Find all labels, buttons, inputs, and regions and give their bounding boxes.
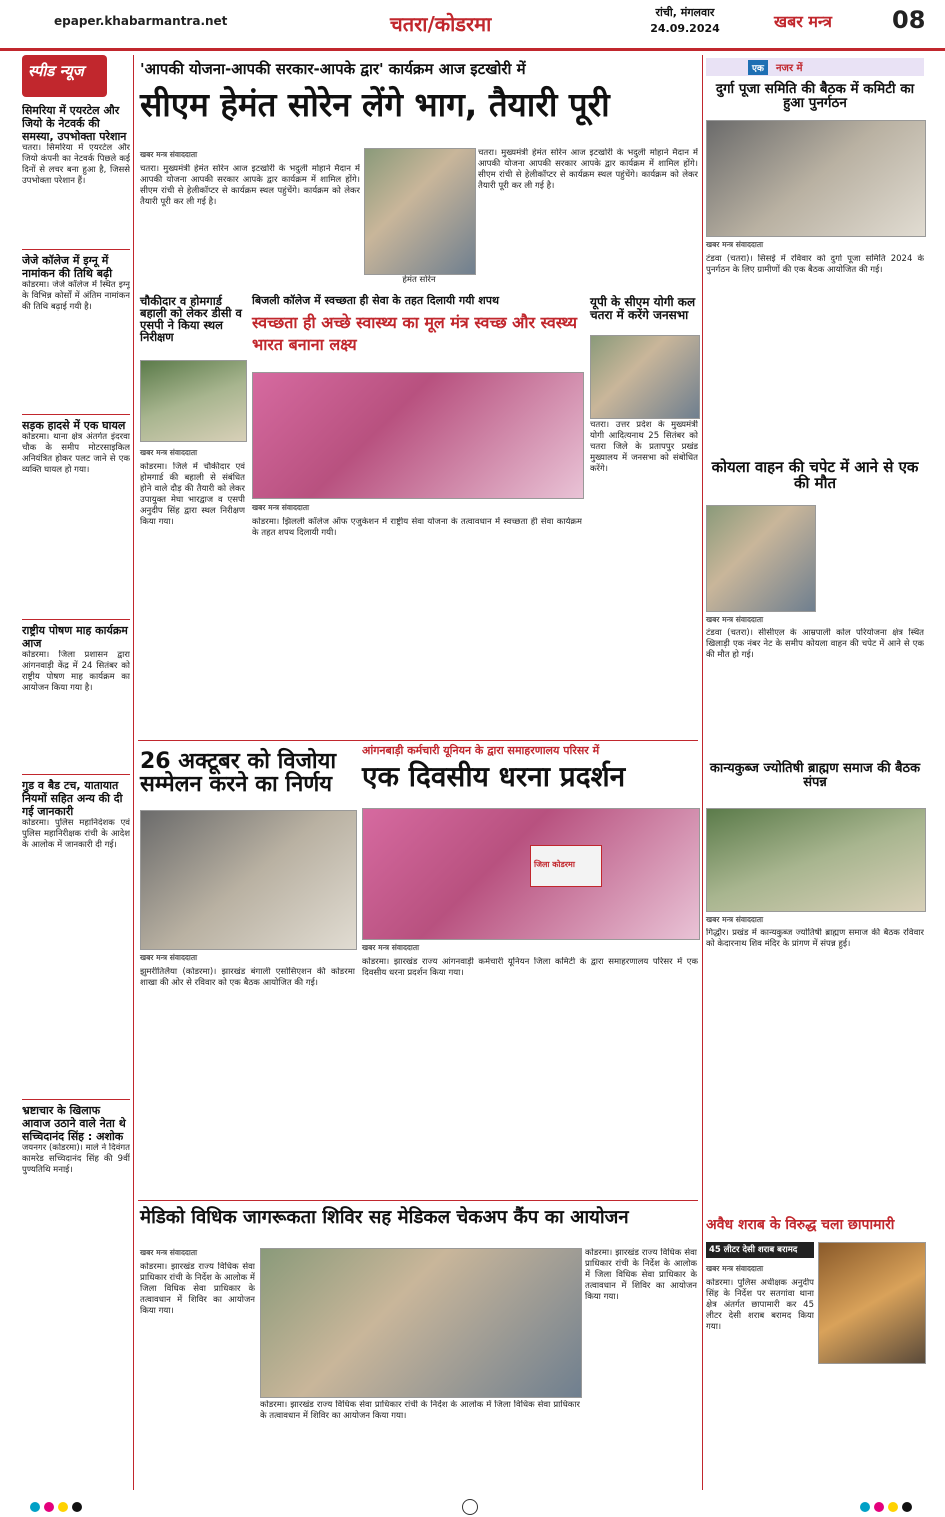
left-item-body: कोडरमा। जेजे कॉलेज में स्थित इग्नू के विभिन्न कोर्सों में अंतिम नामांकन की तिथि बढ़ाई गयी है। [22,280,130,312]
section-divider [138,1200,698,1201]
anganwadi-headline: एक दिवसीय धरना प्रदर्शन [362,760,626,793]
header-city: रांची, मंगलवार [655,6,715,19]
durga-headline: दुर्गा पूजा समिति की बैठक में कमिटी का हुआ पुनर्गठन [715,81,915,112]
kanyakubj-photo [706,808,926,912]
registration-dot [44,1502,54,1512]
kanyakubj-headline: कान्यकुब्ज ज्योतिषी ब्राह्मण समाज की बैठक संपन्न [709,761,921,790]
kanyakubj-byline: खबर मन्त्र संवाददाता [706,915,764,924]
protest-banner [530,845,602,887]
left-item-headline: जेजे कॉलेज में इग्नू में नामांकन की तिथि बढ़ी [22,254,113,280]
ek-nazar-bar [706,58,924,76]
left-item-body: कोडरमा। थाना क्षेत्र अंतर्गत इंदरवा चौक के समीप मोटरसाइकिल अनियंत्रित होकर पलट जाने से एक व्यक्ति घायल हो गया। [22,432,130,475]
section-title: चतरा/कोडरमा [390,12,492,36]
kanyakubj-body: गिद्धौर। प्रखंड में कान्यकुब्ज ज्योतिषी ब्राह्मण समाज की बैठक रविवार को केदारनाथ शिव मंदिर के प्रांगण में संपन्न हुई। [706,928,924,949]
top-kicker: 'आपकी योजना-आपकी सरकार-आपके द्वार' कार्यक्रम आज इटखोरी में [140,60,526,78]
vijoya-headline: 26 अक्टूबर को विजोया सम्मेलन करने का निर्णय [140,749,337,798]
left-item [22,779,130,1100]
crosshair-icon [462,1499,478,1515]
left-item-body: कोडरमा। पुलिस महानिदेशक एवं पुलिस महानिरीक्षक रांची के आदेश के आलोक में जानकारी दी गई। [22,818,130,850]
medical-body-bottom: कोडरमा। झारखंड राज्य विधिक सेवा प्राधिकार रांची के निर्देश के आलोक में जिला विधिक सेवा प्राधिकार के तत्वावधान में शिविर का आयोजन किया गया। [260,1400,580,1421]
registration-dot [874,1502,884,1512]
yogi-headline: यूपी के सीएम योगी कल चतरा में करेंगे जनसभा [590,295,696,322]
durga-byline: खबर मन्त्र संवाददाता [706,240,764,249]
left-item-headline: राष्ट्रीय पोषण माह कार्यक्रम आज [22,624,128,650]
sharab-photo [818,1242,926,1364]
section-divider [138,740,698,741]
medical-photo [260,1248,582,1398]
cm-photo [364,148,476,275]
left-item-body: चतरा। सिमरिया में एयरटेल और जियो कंपनी का नेटवर्क पिछले कई दिनों से लचर बना हुआ है, जिससे उपभोक्ता परेशान हैं। [22,143,130,186]
left-item-body: जयनगर (कोडरमा)। माले ने दिवंगत कामरेड सच्चिदानंद सिंह की 9वीं पुण्यतिथि मनाई। [22,1143,130,1175]
swachhta-headline: स्वच्छता ही अच्छे स्वास्थ्य का मूल मंत्र स्वच्छ और स्वस्थ्य भारत बनाना लक्ष्य [252,313,578,354]
koyla-headline: कोयला वाहन की चपेट में आने से एक की मौत [711,458,919,492]
cm-photo-caption: हेमंत सोरेन [402,275,436,285]
yogi-body: चतरा। उत्तर प्रदेश के मुख्यमंत्री योगी आदित्यनाथ 25 सितंबर को चतरा जिले के प्रतापपुर प्रखंड मुख्यालय में जनसभा को संबोधित करेंगे। [590,420,698,474]
registration-dot [72,1502,82,1512]
site-url[interactable]: epaper.khabarmantra.net [54,14,228,28]
registration-dot [30,1502,40,1512]
left-item-headline: भ्रष्टाचार के खिलाफ आवाज उठाने वाले नेता थे सच्चिदानंद सिंह : अशोक [22,1104,126,1143]
medical-headline: मेडिको विधिक जागरूकता शिविर सह मेडिकल चेकअप कैंप का आयोजन [140,1207,629,1228]
medical-body-cont: कोडरमा। झारखंड राज्य विधिक सेवा प्राधिकार रांची के निर्देश के आलोक में जिला विधिक सेवा प्राधिकार के तत्वावधान में शिविर का आयोजन किया गया। [585,1248,697,1302]
durga-photo [706,120,926,237]
left-item-headline: गुड व बैड टच, यातायात नियमों सहित अन्य की दी गई जानकारी [22,779,123,818]
left-item [22,254,130,415]
page-header [0,0,945,51]
speed-news-label: स्पीड न्यूज [28,62,84,80]
left-item [22,104,130,250]
anganwadi-body: कोडरमा। झारखंड राज्य आंगनवाड़ी कर्मचारी यूनियन जिला कमिटी के द्वारा समाहरणालय परिसर में एक दिवसीय धरना प्रदर्शन किया गया। [362,957,698,978]
swachhta-byline: खबर मन्त्र संवाददाता [252,503,310,512]
registration-dot [860,1502,870,1512]
yogi-photo [590,335,700,419]
medical-body: कोडरमा। झारखंड राज्य विधिक सेवा प्राधिकार रांची के निर्देश के आलोक में जिला विधिक सेवा प्राधिकार के तत्वावधान में शिविर का आयोजन किया गया। [140,1262,255,1316]
header-date: 24.09.2024 [650,22,720,35]
vijoya-photo [140,810,357,950]
sharab-body: कोडरमा। पुलिस अधीक्षक अनुदीप सिंह के निर्देश पर सतगांवा थाना क्षेत्र अंतर्गत छापामारी कर 45 लीटर देसी शराब बरामद किया गया। [706,1278,814,1332]
koyla-byline: खबर मन्त्र संवाददाता [706,615,764,624]
chaukidar-headline: चौकीदार व होमगार्ड बहाली को लेकर डीसी व एसपी ने किया स्थल निरीक्षण [140,294,242,345]
left-item-headline: सिमरिया में एयरटेल और जियो के नेटवर्क की समस्या, उपभोक्ता परेशान [22,104,127,143]
left-item-headline: सड़क हादसे में एक घायल [22,419,126,432]
registration-dot [888,1502,898,1512]
ek-nazar-label: नजर में [776,63,803,74]
top-headline: सीएम हेमंत सोरेन लेंगे भाग, तैयारी पूरी [140,85,610,124]
anganwadi-kicker: आंगनबाड़ी कर्मचारी यूनियन के द्वारा समाहरणालय परिसर में [362,744,600,757]
left-item-body: कोडरमा। जिला प्रशासन द्वारा आंगनवाड़ी केंद्र में 24 सितंबर को राष्ट्रीय पोषण माह कार्यक्रम का आयोजन किया गया है। [22,650,130,693]
chaukidar-photo [140,360,247,442]
vijoya-body: झुमरीतिलैया (कोडरमा)। झारखंड बंगाली एसोसिएशन की कोडरमा शाखा की ओर से रविवार को एक बैठक आयोजित की गई। [140,967,355,988]
registration-dot [902,1502,912,1512]
swachhta-photo [252,372,584,499]
chaukidar-byline: खबर मन्त्र संवाददाता [140,448,198,457]
vijoya-byline: खबर मन्त्र संवाददाता [140,953,198,962]
column-divider [133,55,134,1490]
chaukidar-body: कोडरमा। जिले में चौकीदार एवं होमगार्ड की बहाली से संबंधित होने वाले दौड़ की तैयारी को लेकर उपायुक्त मेघा भारद्वाज व एसपी अनुदीप सिंह द्वारा स्थल निरीक्षण किया गया। [140,462,245,527]
koyla-photo [706,505,816,612]
brand-logo: खबर मन्त्र [774,12,832,31]
speed-news-badge [22,55,107,97]
koyla-body: टंडवा (चतरा)। सीसीएल के आम्रपाली कोल परियोजना क्षेत्र स्थित खिलाड़ी एक नंबर नेट के समीप कोयला वाहन की चपेट में आने से एक की मौत हो गई। [706,628,924,660]
sharab-sub-bar [706,1242,814,1258]
top-byline: खबर मन्त्र संवाददाता [140,150,198,159]
medical-byline: खबर मन्त्र संवाददाता [140,1248,198,1257]
left-item [22,419,130,620]
protest-banner-text: जिला कोडरमा [534,860,575,869]
left-item [22,1104,130,1484]
top-body-cont: चतरा। मुख्यमंत्री हेमंत सोरेन आज इटखोरी के भदुली मोहाने मैदान में आपकी योजना आपकी सरकार आपके द्वार कार्यक्रम में शामिल होंगे। सीएम रांची से हेलीकॉप्टर से कार्यक्रम स्थल पहुंचेंगे। कार्यक्रम को लेकर तैयारी पूरी कर ली गई है। [478,148,698,191]
ek-nazar-tag: एक [748,60,768,75]
left-item [22,624,130,775]
durga-body: टंडवा (चतरा)। सिसई में रविवार को दुर्गा पूजा समिति 2024 के पुनर्गठन के लिए ग्रामीणों की एक बैठक आयोजित की गई। [706,254,924,275]
column-divider [702,55,703,1490]
anganwadi-byline: खबर मन्त्र संवाददाता [362,943,420,952]
sharab-subheadline: 45 लीटर देसी शराब बरामद [709,1245,798,1255]
page-number: 08 [892,6,926,34]
swachhta-kicker: बिजली कॉलेज में स्वच्छता ही सेवा के तहत दिलायी गयी शपथ [252,294,499,307]
top-body: चतरा। मुख्यमंत्री हेमंत सोरेन आज इटखोरी के भदुली मोहाने मैदान में आपकी योजना आपकी सरकार आपके द्वार कार्यक्रम में शामिल होंगे। सीएम रांची से हेलीकॉप्टर से कार्यक्रम स्थल पहुंचेंगे। कार्यक्रम को लेकर तैयारी पूरी कर ली गई है। [140,164,360,207]
sharab-byline: खबर मन्त्र संवाददाता [706,1264,764,1273]
left-column [22,104,130,1494]
registration-dot [58,1502,68,1512]
swachhta-body: कोडरमा। झिलली कॉलेज ऑफ एजुकेशन में राष्ट्रीय सेवा योजना के तत्वावधान में स्वच्छता ही सेवा कार्यक्रम के तहत शपथ दिलायी गयी। [252,517,582,538]
sharab-headline: अवैध शराब के विरुद्ध चला छापामारी [706,1217,895,1233]
